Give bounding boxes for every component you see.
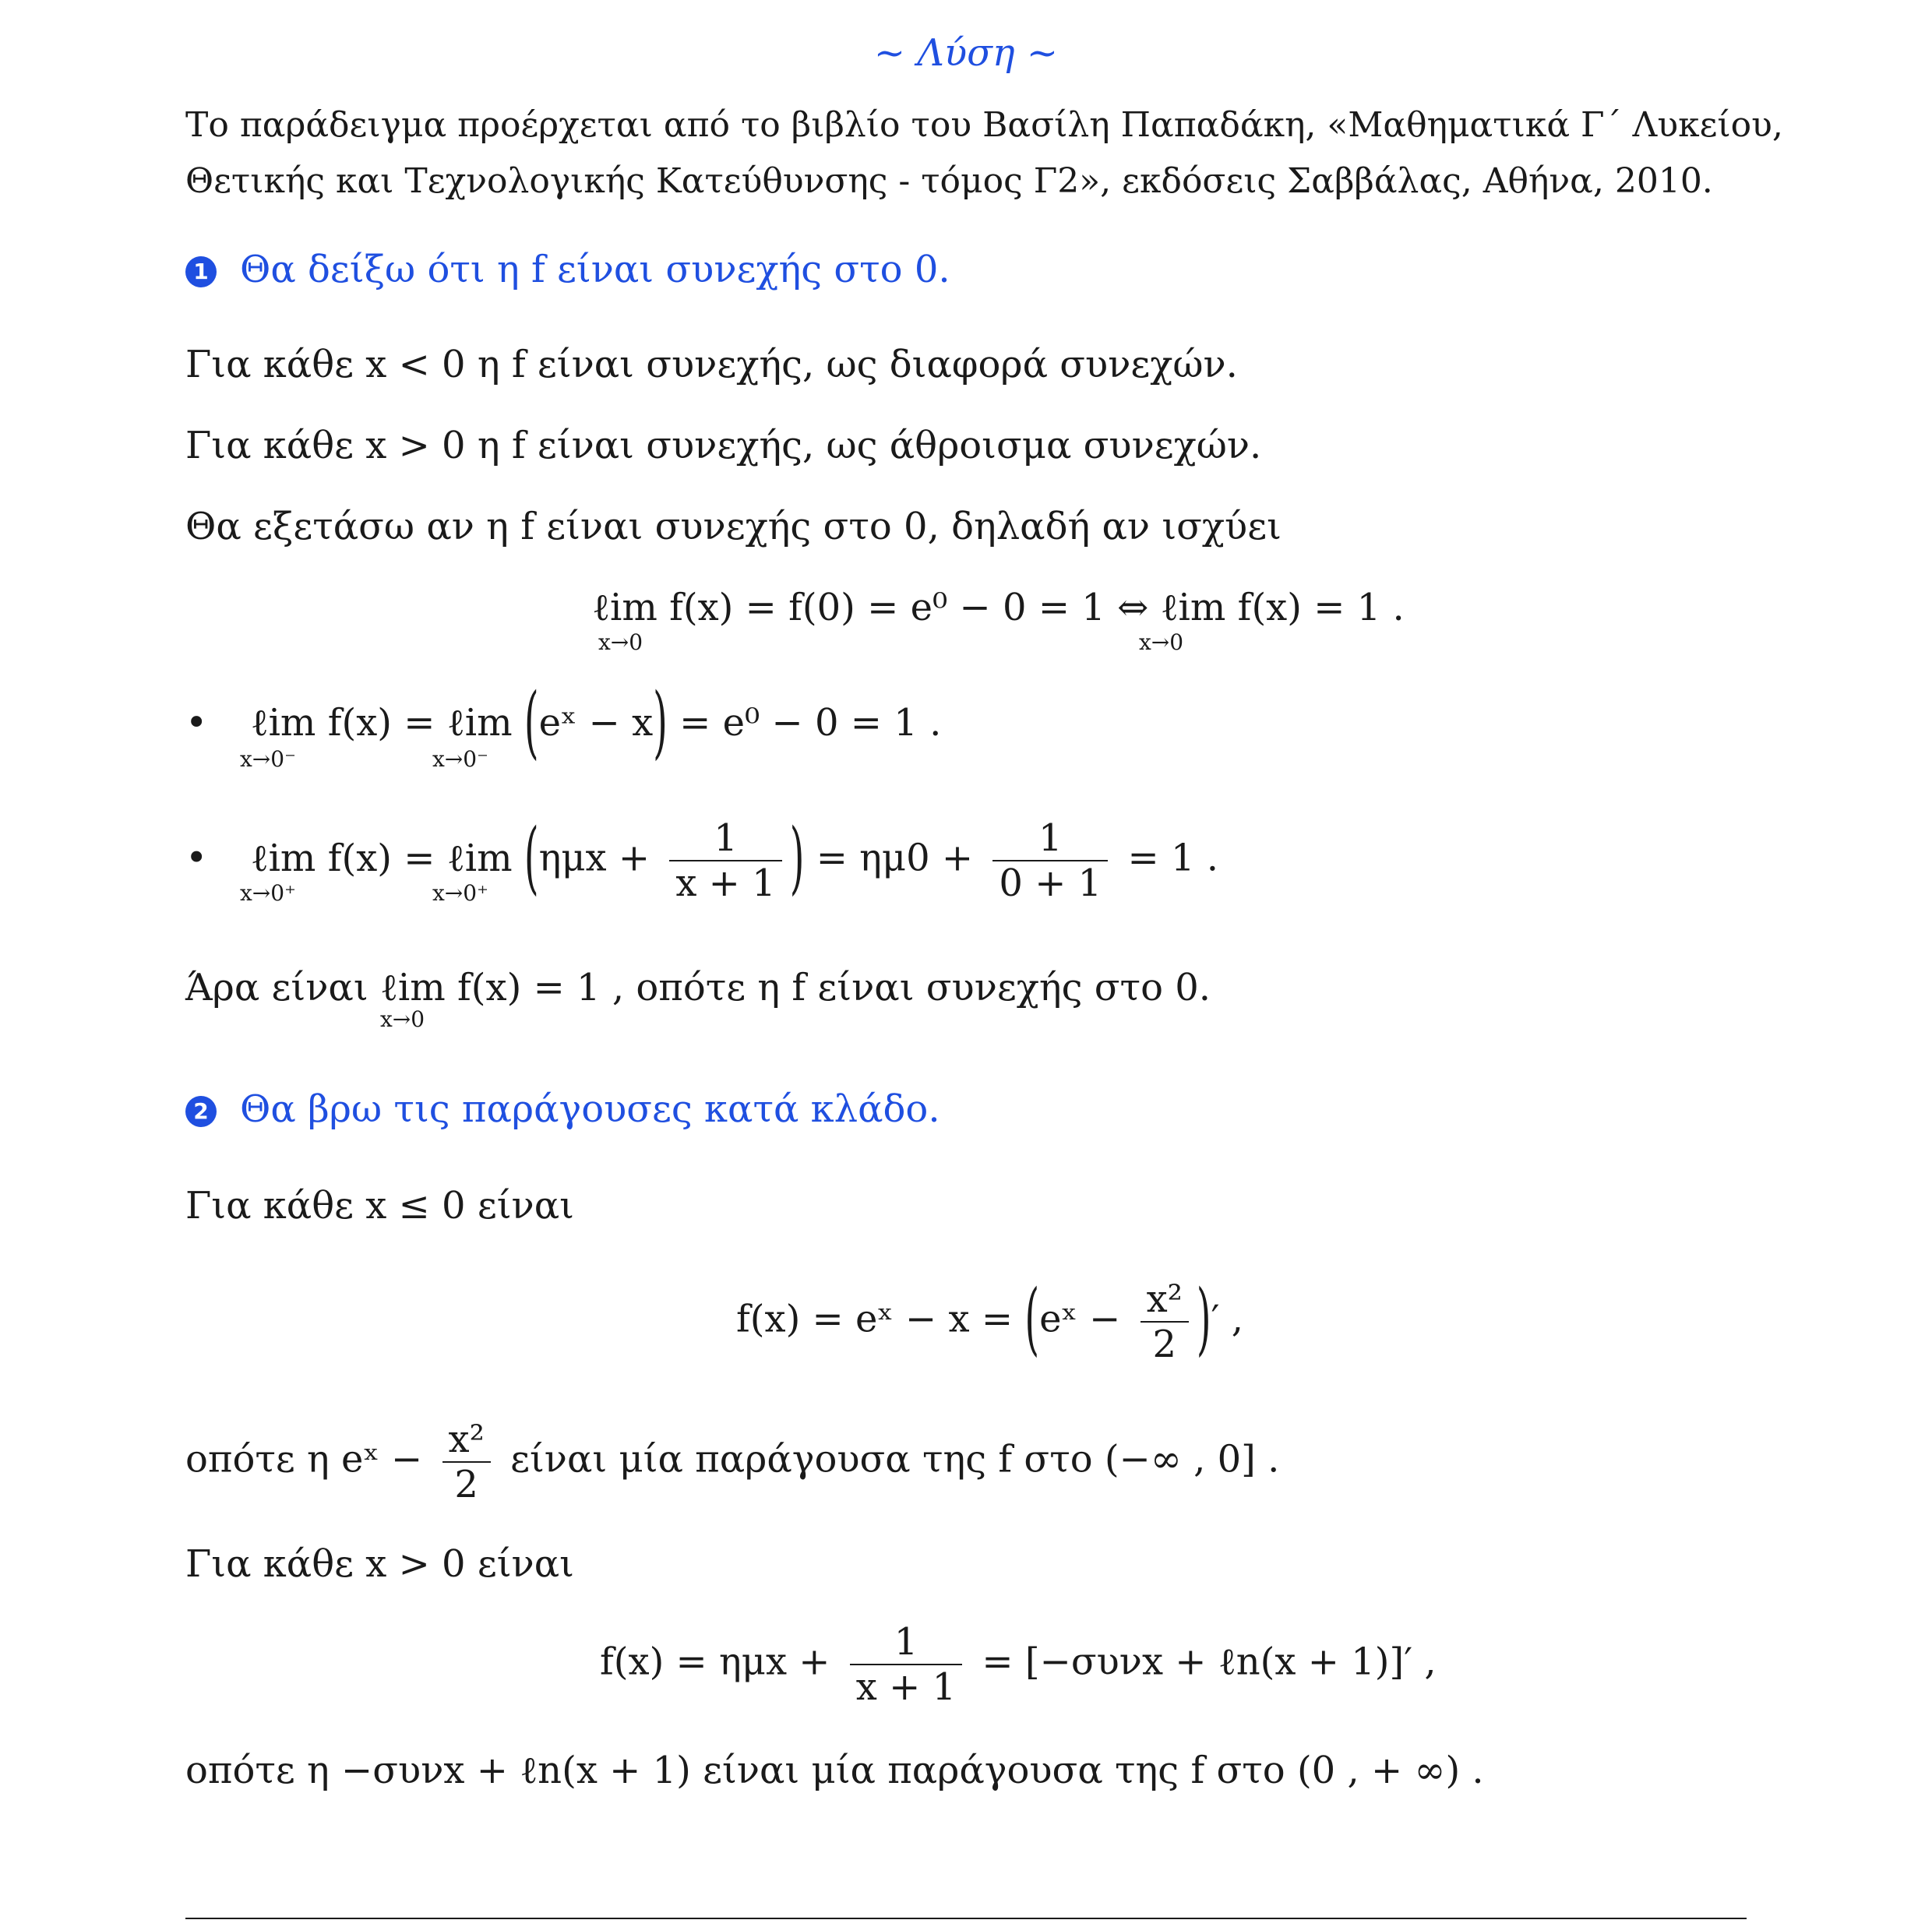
fraction: $\frac{1}{0 + 1}$: [992, 816, 1108, 905]
close-paren: ): [1196, 1273, 1211, 1365]
bullet1-subscript-2: x→0⁻: [432, 746, 488, 772]
bullet1-right: = e⁰ − 0 = 1 .: [679, 701, 942, 745]
fraction: $\frac{\text{x²}}{2}$: [442, 1418, 491, 1506]
bullet-dot: •: [185, 701, 208, 745]
open-paren: (: [524, 677, 539, 769]
section-1-paragraph-3: Θα εξετάσω αν η f είναι συνεχής στο 0, δηλαδή αν ισχύει: [185, 505, 1282, 548]
section-2-paragraph-3: Για κάθε x > 0 είναι: [185, 1542, 574, 1586]
intro-line-1: Το παράδειγμα προέρχεται από το βιβλίο του Βασίλη Παπαδάκη, «Μαθηματικά Γ΄ Λυκείου,: [185, 105, 1783, 145]
bullet1-subscript-1: x→0⁻: [240, 746, 296, 772]
solution-title: ~ Λύση ~: [873, 31, 1059, 75]
open-paren: (: [1024, 1273, 1040, 1365]
derivative-equation-1: f(x) = eˣ − x = (eˣ − $\frac{\text{x²}}{2}$ )′ ,: [736, 1273, 1244, 1366]
section-2-paragraph-1: Για κάθε x ≤ 0 είναι: [185, 1184, 574, 1228]
fraction: $\frac{1}{x + 1}$: [669, 816, 781, 905]
conclusion-subscript: x→0: [380, 1006, 425, 1032]
fraction: $\frac{\text{x²}}{2}$: [1141, 1277, 1189, 1366]
bullet2-left: ℓim f(x) = ℓim: [250, 836, 513, 880]
intro-line-2: Θετικής και Τεχνολογικής Κατεύθυνσης - τόμος Γ2», εκδόσεις Σαββάλας, Αθήνα, 2010.: [185, 161, 1713, 201]
bottom-rule: [185, 1918, 1747, 1919]
fraction: $\frac{1}{x + 1}$: [850, 1620, 962, 1709]
section-1-heading: [185, 248, 950, 291]
bullet2-right: = 1 .: [1127, 836, 1219, 880]
bullet1-left: ℓim f(x) = ℓim: [250, 701, 513, 745]
bullet2-subscript-1: x→0⁺: [240, 880, 296, 906]
section-2-paragraph-4: οπότε η −συνx + ℓn(x + 1) είναι μία παράγουσα της f στο (0 , + ∞) .: [185, 1749, 1484, 1792]
bullet2-inner: ημx +: [538, 836, 650, 880]
section-2-heading: [185, 1087, 940, 1131]
open-paren: (: [524, 812, 539, 904]
section-1-paragraph-2: Για κάθε x > 0 η f είναι συνεχής, ως άθροισμα συνεχών.: [185, 424, 1262, 467]
section-1-heading-text: Θα δείξω ότι η f είναι συνεχής στο 0.: [240, 248, 950, 291]
bullet2-mid: = ημ0 +: [816, 836, 974, 880]
section-1-paragraph-1: Για κάθε x < 0 η f είναι συνεχής, ως διαφορά συνεχών.: [185, 343, 1238, 386]
bullet-right-limit: [185, 812, 1219, 905]
section-2-paragraph-2: οπότε η eˣ − $\frac{\text{x²}}{2}$ είναι μία παράγουσα της f στο (−∞ , 0] .: [185, 1418, 1280, 1506]
section-2-number-badge: 2: [185, 1096, 217, 1127]
bullet1-inner: eˣ − x: [538, 701, 654, 745]
bullet2-subscript-2: x→0⁺: [432, 880, 488, 906]
close-paren: ): [789, 812, 805, 904]
limit-subscript-1: x→0: [598, 629, 643, 655]
limit-equation: ℓim f(x) = f(0) = e⁰ − 0 = 1 ⇔ ℓim f(x) = 1 .: [592, 586, 1405, 629]
derivative-equation-2: f(x) = ημx + $\frac{1}{x + 1}$ = [−συνx + ℓn(x + 1)]′ ,: [600, 1620, 1437, 1709]
limit-subscript-2: x→0: [1139, 629, 1184, 655]
bullet-dot: •: [185, 836, 208, 880]
close-paren: ): [653, 677, 668, 769]
section-1-number-badge: 1: [185, 256, 217, 287]
section-1-conclusion: Άρα είναι ℓim f(x) = 1 , οπότε η f είναι συνεχής στο 0.: [185, 966, 1211, 1009]
section-2-heading-text: Θα βρω τις παράγουσες κατά κλάδο.: [240, 1087, 940, 1131]
